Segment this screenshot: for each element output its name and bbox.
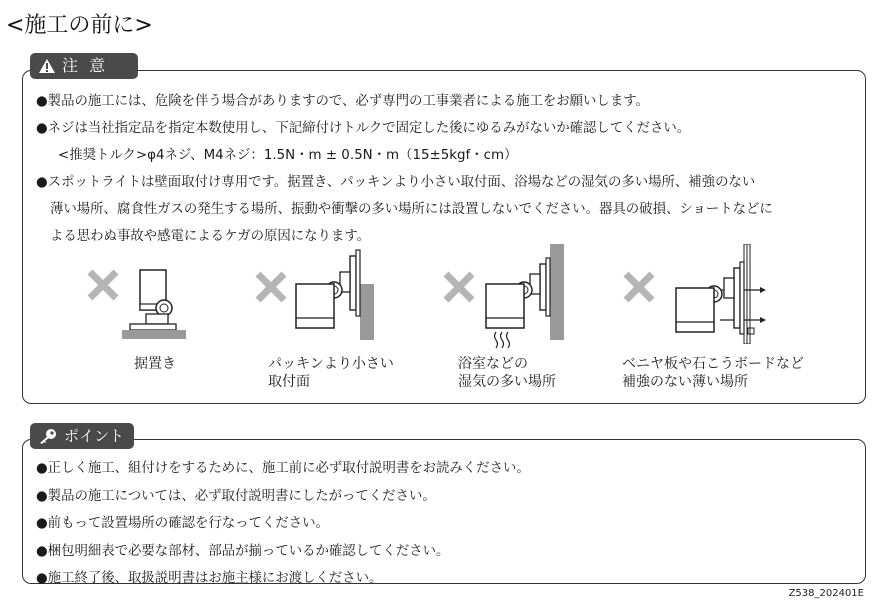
caption-humid: 浴室などの 湿気の多い場所 (458, 356, 556, 390)
caution-label: 注 意 (62, 56, 109, 75)
cross-icon (258, 274, 284, 300)
point-line: ●施工終了後、取扱説明書はお施主様にお渡しください。 (36, 571, 383, 587)
point-line: ●前もって設置場所の確認を行なってください。 (36, 516, 329, 532)
key-icon (38, 428, 58, 444)
point-line: ●製品の施工については、必ず取付説明書にしたがってください。 (36, 488, 436, 504)
caution-tag (30, 53, 138, 79)
caution-line: ●スポットライトは壁面取付け専用です。据置き、パッキンより小さい取付面、浴場などの湿気の多い場所、補強のない (36, 175, 756, 190)
illustration-thin-board (620, 244, 770, 344)
cross-icon (446, 274, 472, 300)
illustration-small-surface (252, 244, 376, 344)
cross-icon (90, 272, 116, 298)
page-heading: <施工の前に> (6, 13, 153, 38)
point-line: ●正しく施工、組付けをするために、施工前に必ず取付説明書をお読みください。 (36, 461, 530, 476)
caption-thin-board: ベニヤ板や石こうボードなど 補強のない薄い場所 (622, 356, 804, 390)
caution-line: よる思わぬ事故や感電によるケガの原因になります。 (50, 229, 371, 244)
caution-line: ●製品の施工には、危険を伴う場合がありますので、必ず専門の工事業者による施工をお願いします。 (36, 94, 649, 109)
point-label: ポイント (64, 427, 125, 445)
cross-icon (626, 274, 652, 300)
illustration-floor (84, 268, 194, 344)
document-code: Z538_202401E (788, 588, 864, 599)
caution-line: ●ネジは当社指定品を指定本数使用し、下記締付けトルクで固定した後にゆるみがないか確認してください。 (36, 121, 691, 136)
point-line: ●梱包明細表で必要な部材、部品が揃っているか確認してください。 (36, 543, 450, 559)
warning-triangle-icon (38, 58, 56, 74)
caption-small-surface: パッキンより小さい 取付面 (268, 356, 394, 390)
point-list (36, 455, 530, 593)
steam-icon (495, 332, 510, 348)
illustration-humid (440, 244, 568, 352)
caution-line: <推奨トルク>φ4ネジ、M4ネジ：1.5N・m ± 0.5N・m（15±5kgf・cm） (58, 148, 518, 163)
point-tag (30, 423, 134, 449)
caution-list (36, 88, 773, 250)
caution-line: 薄い場所、腐食性ガスの発生する場所、振動や衝撃の多い場所には設置しないでください。器具の破損、ショートなどに (50, 202, 773, 217)
caption-floor: 据置き (134, 356, 176, 372)
